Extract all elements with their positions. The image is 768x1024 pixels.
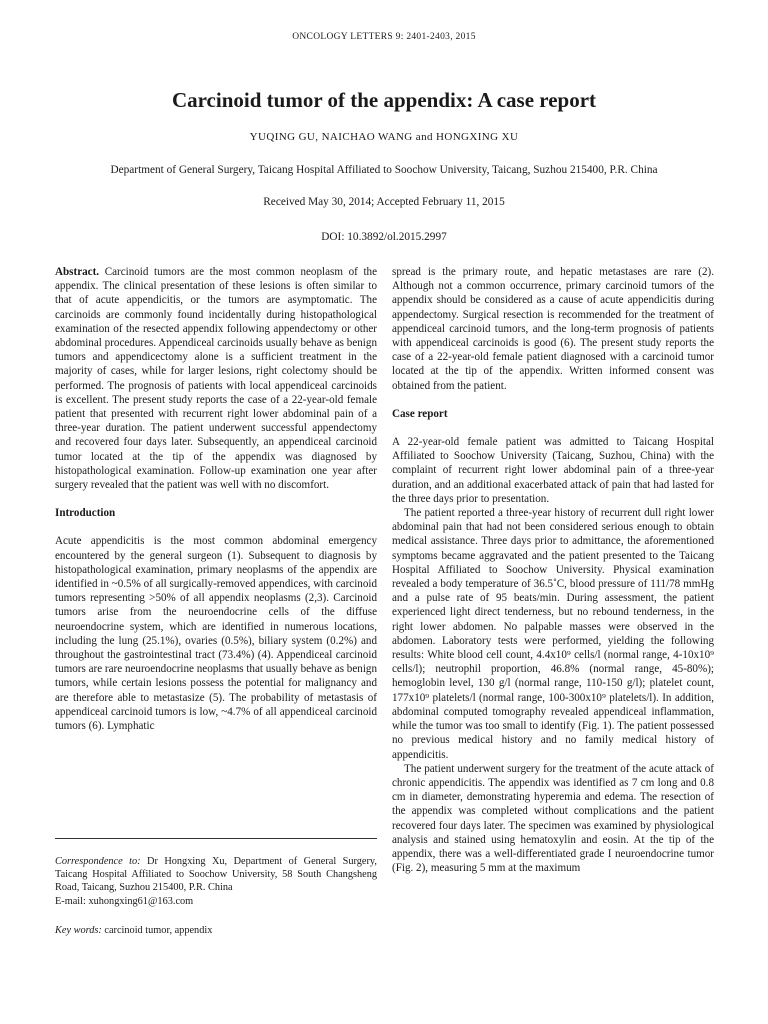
correspondence-email: E-mail: xuhongxing61@163.com xyxy=(55,895,194,907)
affiliation: Department of General Surgery, Taicang Hospital Affiliated to Soochow University, Taicang, Suzhou 215400, P.R. China xyxy=(110,164,658,176)
case-report-heading: Case report xyxy=(392,407,448,420)
author-list: YUQING GU, NAICHAO WANG and HONGXING XU xyxy=(249,131,519,143)
case-report-paragraph-1: A 22-year-old female patient was admitted to Taicang Hospital Affiliated to Soochow University (Taicang, Suzhou, China) with the complaint of recurrent right lower abdominal pain of a three-year duration, and an additional exacerbated attack of pain that had lasted for the three days prior to presentation. xyxy=(392,436,714,505)
doi: DOI: 10.3892/ol.2015.2997 xyxy=(321,231,447,243)
correspondence-note xyxy=(55,855,377,908)
case-report-paragraph-3: The patient underwent surgery for the treatment of the acute attack of chronic appendicitis. The appendix was identified as 7 cm long and 0.8 cm in diameter, demonstrating hyperemia and edema. The resection of the appendix was completed without complications and the patient recovered four days later. The specimen was examined by physiological analysis and stained using hematoxylin and eosin. At the tip of the appendix, there was a well-differentiated grade I neuroendocrine tumor (Fig. 2), measuring 5 mm at the maximum xyxy=(392,762,714,875)
journal-header: ONCOLOGY LETTERS 9: 2401-2403, 2015 xyxy=(292,32,476,42)
introduction-text: Acute appendicitis is the most common abdominal emergency encountered by the general surgeon (1). Subsequent to diagnosis by histopathological examination, primary neoplasms of the appendix are identified in ~0.5% of all surgically-removed appendices, with carcinoid tumors representing >50% of all appendix neoplasms (2,3). Carcinoid tumors arise from the neuroendocrine cells of the diffuse neuroendocrine system, which are identified in numerous locations, including the lung (25.1%), ovaries (0.5%), biliary system (0.2%) and throughout the gastrointestinal tract (73.4%) (4). Appendiceal carcinoid tumors are rare neuroendocrine neoplasms that usually behave as benign tumors, while certain lesions possess the potential for malignancy and are therefore able to metastasize (5). The probability of metastasis of appendiceal carcinoid tumors is low, ~4.7% of all appendiceal carcinoid tumors (6). Lymphatic xyxy=(55,535,377,733)
keywords-note xyxy=(55,924,377,937)
correspondence-text: Dr Hongxing Xu, Department of General Surgery, Taicang Hospital Affiliated to Soochow University, 58 South Changsheng Road, Taicang, Suzhou 215400, P.R. China xyxy=(55,856,377,894)
introduction-continued: spread is the primary route, and hepatic metastases are rare (2). Although not a common occurrence, primary carcinoid tumors of the appendix should be considered as a cause of acute appendicitis during appendectomy. Surgical resection is recommended for the treatment of appendiceal carcinoid tumors, and the long-term prognosis of patients with appendiceal carcinoids is good (6). The present study reports the case of a 22-year-old female patient diagnosed with a carcinoid tumor located at the tip of the appendix. Written informed consent was obtained from the patient. xyxy=(392,266,714,392)
abstract-text: Carcinoid tumors are the most common neoplasm of the appendix. The clinical presentation of these lesions is often similar to that of acute appendicitis, or the tumors are asymptomatic. The carcinoids are commonly found incidentally during histopathological examination of the resected appendix following appendectomy or other abdominal procedures. Appendiceal carcinoids usually behave as benign tumors and appendicectomy alone is a sufficient treatment in the majority of cases, while for larger lesions, right colectomy should be performed. The prognosis of patients with local appendiceal carcinoids is excellent. The present study reports the case of a 22-year-old female patient that presented with recurrent right lower abdominal pain of a three-year duration. The patient underwent successful appendectomy and recovered four days later. Subsequently, an appendiceal carcinoid tumor located at the tip of the appendix was diagnosed by histopathological examination. Follow-up examination one year after surgery revealed that the patient was well with no discomfort. xyxy=(55,266,377,492)
keywords-label: Key words: xyxy=(55,925,102,936)
abstract xyxy=(55,265,377,492)
paper-title: Carcinoid tumor of the appendix: A case report xyxy=(171,88,597,112)
right-column xyxy=(392,265,714,875)
left-column xyxy=(55,265,377,733)
abstract-label: Abstract. xyxy=(55,266,100,278)
introduction-heading: Introduction xyxy=(55,507,116,520)
correspondence-label: Correspondence to: xyxy=(55,856,141,867)
received-dates: Received May 30, 2014; Accepted February 11, 2015 xyxy=(263,196,505,208)
case-report-paragraph-2: The patient reported a three-year history of recurrent dull right lower abdominal pain that had not been considered serious enough to obtain medical assistance. Three days prior to admittance, the aforementioned symptoms became aggravated and the patient presented to the Taicang Hospital Affiliated to Soochow University. Physical examination revealed a body temperature of 36.5˚C, blood pressure of 111/78 mmHg and a pulse rate of 95 beats/min. During assessment, the patient experienced light direct tenderness, but no rebound tenderness, in the right lower abdomen. No palpable masses were observed in the abdomen. Laboratory tests were performed, yielding the following results: White blood cell count, 4.4x10⁹ cells/l (normal range, 4-10x10⁹ cells/l); neutrophil proportion, 46.8% (normal range, 45-80%); hemoglobin level, 130 g/l (normal range, 110-150 g/l); platelet count, 177x10⁹ platelets/l (normal range, 100-300x10⁹ platelets/l). In addition, abdominal computed tomography revealed appendiceal inflammation, while the tumor was too small to identify (Fig. 1). The patient possessed no previous medical history and no family medical history of appendicitis. xyxy=(392,507,714,761)
keywords-text: carcinoid tumor, appendix xyxy=(104,925,213,936)
footnote-divider xyxy=(55,838,377,839)
